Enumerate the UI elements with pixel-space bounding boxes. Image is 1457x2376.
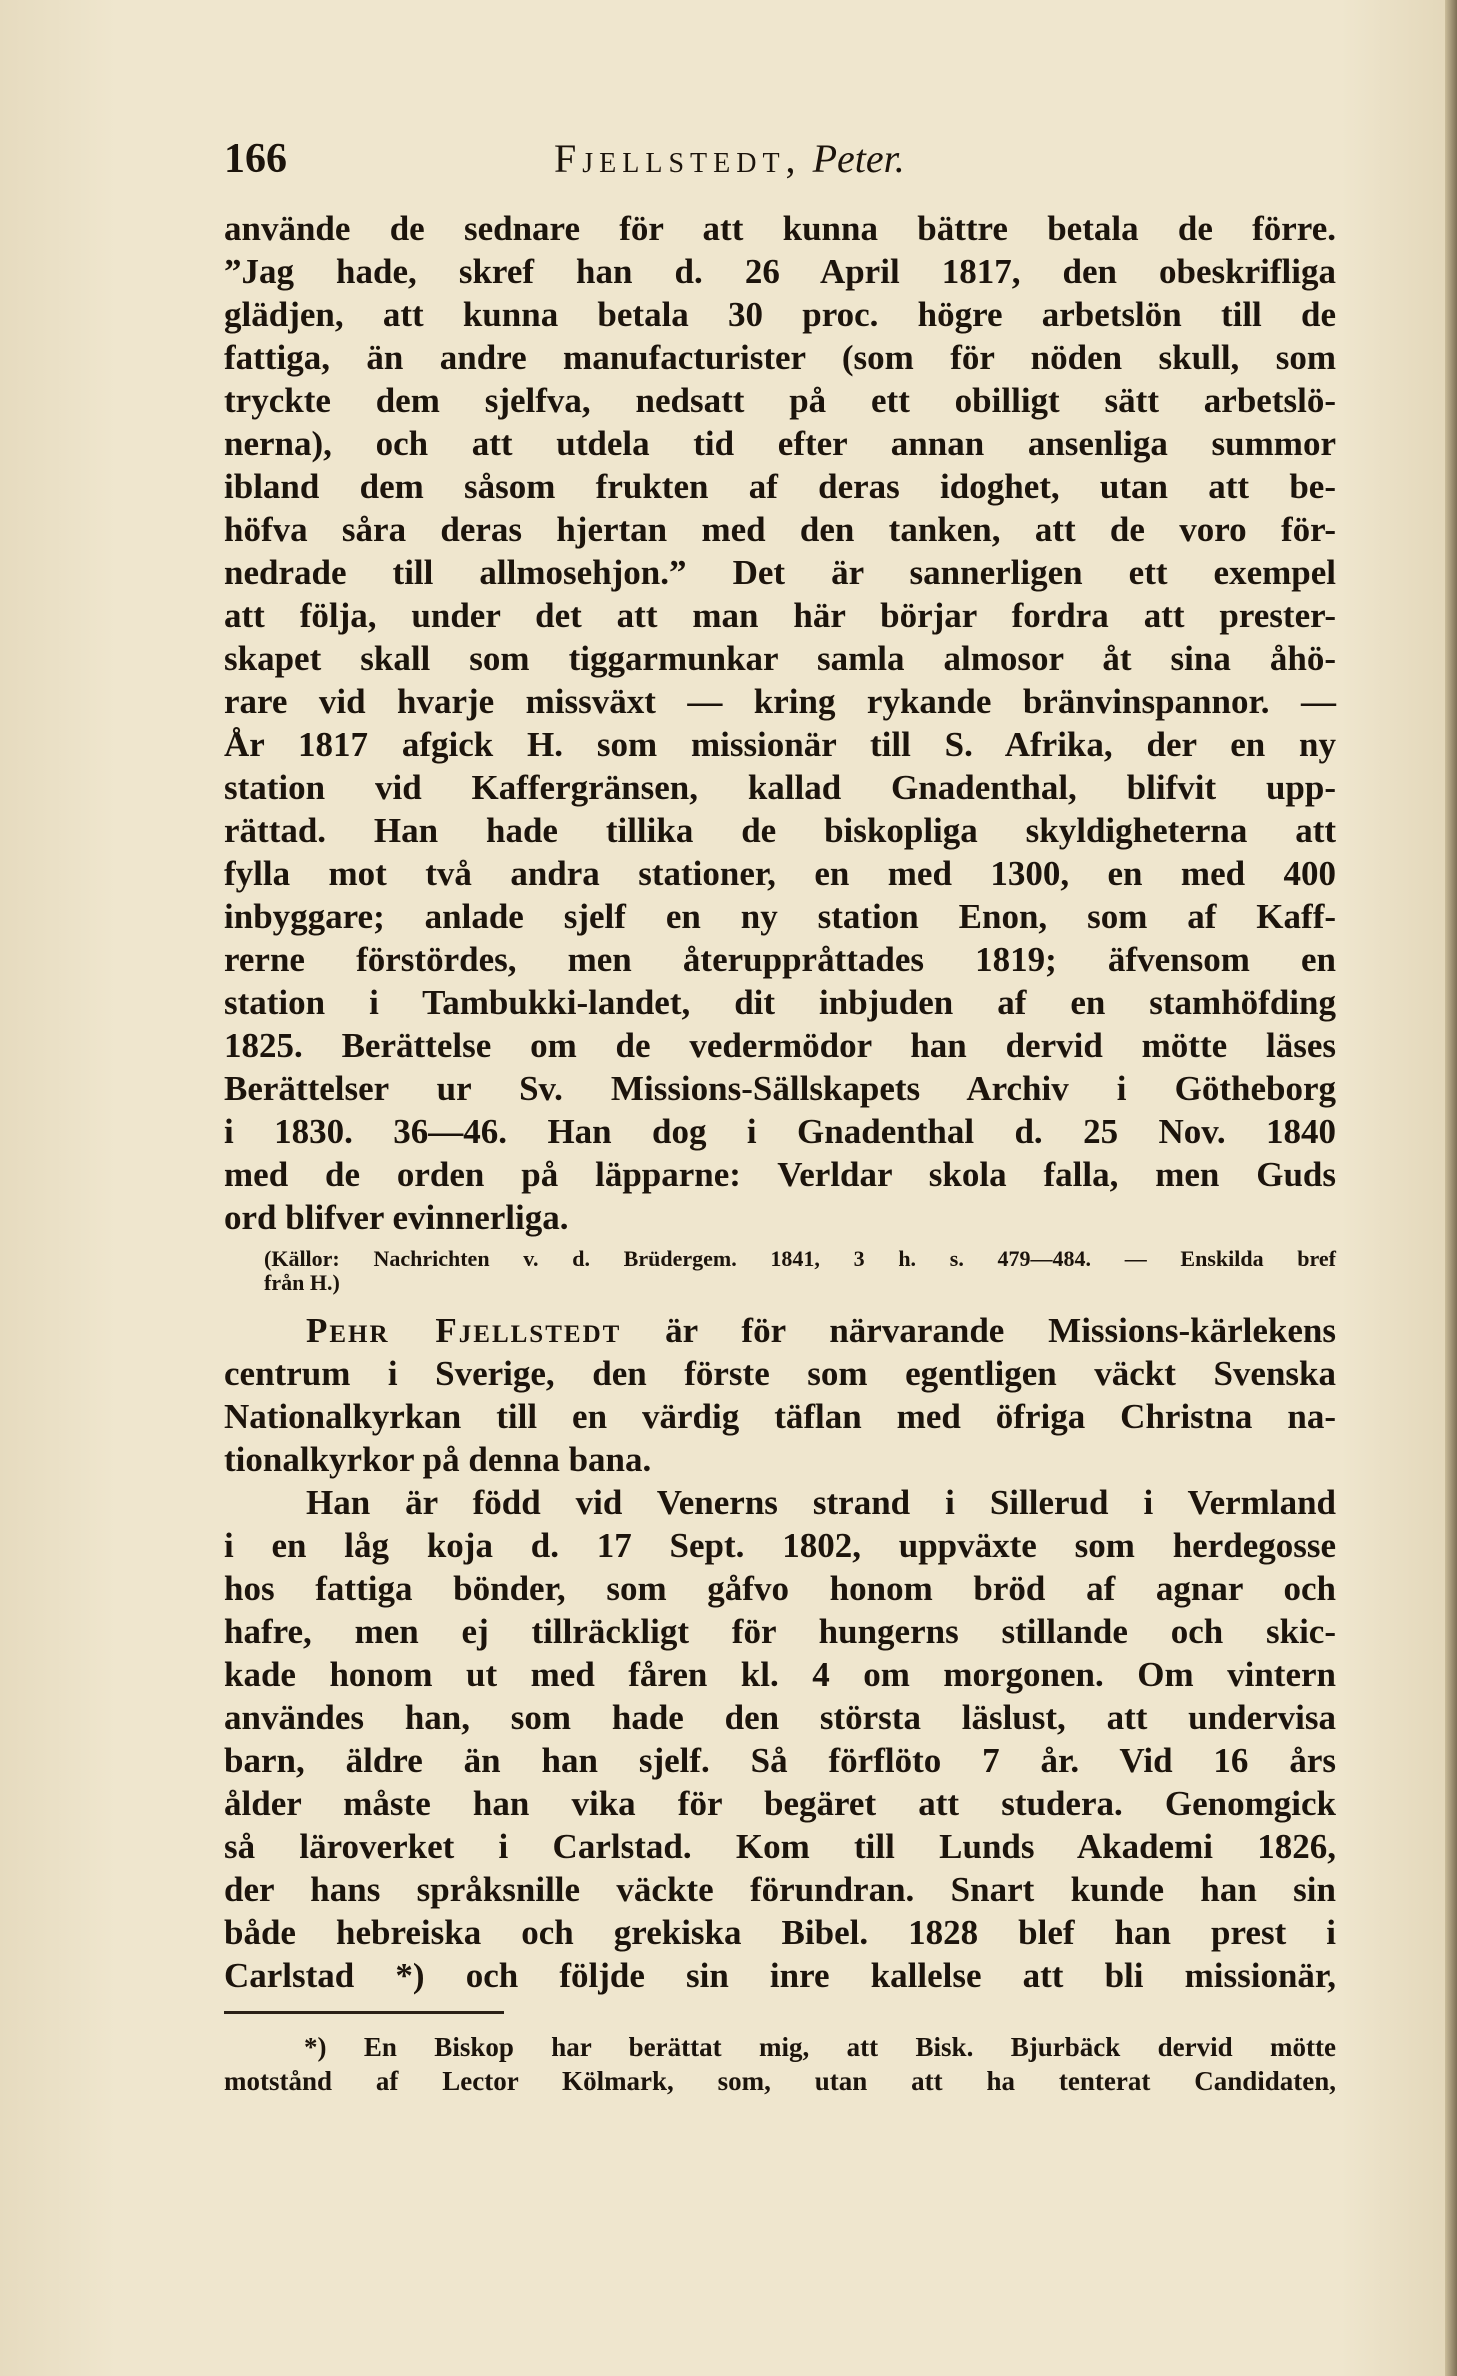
text-line: tionalkyrkor på denna bana. bbox=[224, 1440, 652, 1479]
footnote bbox=[224, 2030, 1336, 2098]
text-line: inbyggare; anlade sjelf en ny station Enon, som af Kaff- bbox=[224, 897, 1336, 936]
text-line: rerne förstördes, men återuppråttades 1819; äfvensom en bbox=[224, 940, 1336, 979]
text-line: ”Jag hade, skref han d. 26 April 1817, den obeskrifliga bbox=[224, 252, 1336, 291]
page-number: 166 bbox=[224, 136, 287, 182]
text-line: i 1830. 36—46. Han dog i Gnadenthal d. 25 Nov. 1840 bbox=[224, 1112, 1336, 1151]
text-line: att följa, under det att man här börjar fordra att prester- bbox=[224, 596, 1336, 635]
page-edge bbox=[1445, 0, 1457, 2376]
text-line: År 1817 afgick H. som missionär till S. Afrika, der en ny bbox=[224, 725, 1336, 764]
text-line: kade honom ut med fåren kl. 4 om morgonen. Om vintern bbox=[224, 1655, 1336, 1694]
footnote-line: motstånd af Lector Kölmark, som, utan att ha tenterat Candidaten, bbox=[224, 2066, 1336, 2096]
text-line: station vid Kaffergränsen, kallad Gnadenthal, blifvit upp- bbox=[224, 768, 1336, 807]
text-fragment: är för närvarande Missions-kärlekens bbox=[665, 1311, 1336, 1350]
text-line: ålder måste han vika för begäret att studera. Genomgick bbox=[224, 1784, 1336, 1823]
text-line: användes han, som hade den största läslust, att undervisa bbox=[224, 1698, 1336, 1737]
text-line: i en låg koja d. 17 Sept. 1802, uppväxte som herdegosse bbox=[224, 1526, 1336, 1565]
text-line: både hebreiska och grekiska Bibel. 1828 blef han prest i bbox=[224, 1913, 1336, 1952]
text-line: Carlstad *) och följde sin inre kallelse att bli missionär, bbox=[224, 1956, 1336, 1995]
text-line: hos fattiga bönder, som gåfvo honom bröd af agnar och bbox=[224, 1569, 1336, 1608]
person-name: Pehr Fjellstedt bbox=[306, 1311, 622, 1350]
text-block bbox=[224, 135, 1336, 2098]
text-line: fattiga, än andre manufacturister (som för nöden skull, som bbox=[224, 338, 1336, 377]
running-head bbox=[554, 135, 905, 182]
text-line: hafre, men ej tillräckligt för hungerns stillande och skic- bbox=[224, 1612, 1336, 1651]
paragraph-2 bbox=[224, 1309, 1336, 1481]
footnote-line: *) En Biskop har berättat mig, att Bisk. Bjurbäck dervid mötte bbox=[304, 2032, 1336, 2062]
text-line: der hans språksnille väckte förundran. Snart kunde han sin bbox=[224, 1870, 1336, 1909]
source-line: från H.) bbox=[264, 1270, 340, 1295]
footnote-rule bbox=[224, 2011, 504, 2014]
text-line: skapet skall som tiggarmunkar samla almosor åt sina åhö- bbox=[224, 639, 1336, 678]
text-line: höfva såra deras hjertan med den tanken, att de voro för- bbox=[224, 510, 1336, 549]
text-line: centrum i Sverige, den förste som egentligen väckt Svenska bbox=[224, 1354, 1336, 1393]
text-line: Nationalkyrkan till en värdig täflan med öfriga Christna na- bbox=[224, 1397, 1336, 1436]
text-line: använde de sednare för att kunna bättre betala de förre. bbox=[224, 209, 1336, 248]
text-line: barn, äldre än han sjelf. Så förflöto 7 år. Vid 16 års bbox=[224, 1741, 1336, 1780]
source-line: (Källor: Nachrichten v. d. Brüdergem. 1841, 3 h. s. 479—484. — Enskilda bref bbox=[264, 1246, 1336, 1271]
text-line: glädjen, att kunna betala 30 proc. högre arbetslön till de bbox=[224, 295, 1336, 334]
text-line: tryckte dem sjelfva, nedsatt på ett obilligt sätt arbetslö- bbox=[224, 381, 1336, 420]
text-line: rättad. Han hade tillika de biskopliga skyldigheterna att bbox=[224, 811, 1336, 850]
page-header bbox=[224, 135, 1336, 185]
text-line: nerna), och att utdela tid efter annan ansenliga summor bbox=[224, 424, 1336, 463]
running-head-surname: Fjellstedt, bbox=[554, 136, 802, 181]
text-line: rare vid hvarje missväxt — kring rykande bränvinspannor. — bbox=[224, 682, 1336, 721]
text-line: ibland dem såsom frukten af deras idoghet, utan att be- bbox=[224, 467, 1336, 506]
text-line: station i Tambukki-landet, dit inbjuden af en stamhöfding bbox=[224, 983, 1336, 1022]
source-citation bbox=[224, 1247, 1336, 1295]
text-line: Han är född vid Venerns strand i Sillerud i Vermland bbox=[306, 1483, 1336, 1522]
text-line: så läroverket i Carlstad. Kom till Lunds Akademi 1826, bbox=[224, 1827, 1336, 1866]
text-line: ord blifver evinnerliga. bbox=[224, 1198, 569, 1237]
text-line bbox=[224, 1309, 1336, 1352]
text-line: med de orden på läpparne: Verldar skola falla, men Guds bbox=[224, 1155, 1336, 1194]
paragraph-3 bbox=[224, 1481, 1336, 1997]
paragraph-1 bbox=[224, 207, 1336, 1239]
text-line: 1825. Berättelse om de vedermödor han dervid mötte läses bbox=[224, 1026, 1336, 1065]
text-line: nedrade till allmosehjon.” Det är sannerligen ett exempel bbox=[224, 553, 1336, 592]
text-line: Berättelser ur Sv. Missions-Sällskapets Archiv i Götheborg bbox=[224, 1069, 1336, 1108]
running-head-given-name: Peter. bbox=[812, 136, 905, 181]
text-line: fylla mot två andra stationer, en med 1300, en med 400 bbox=[224, 854, 1336, 893]
